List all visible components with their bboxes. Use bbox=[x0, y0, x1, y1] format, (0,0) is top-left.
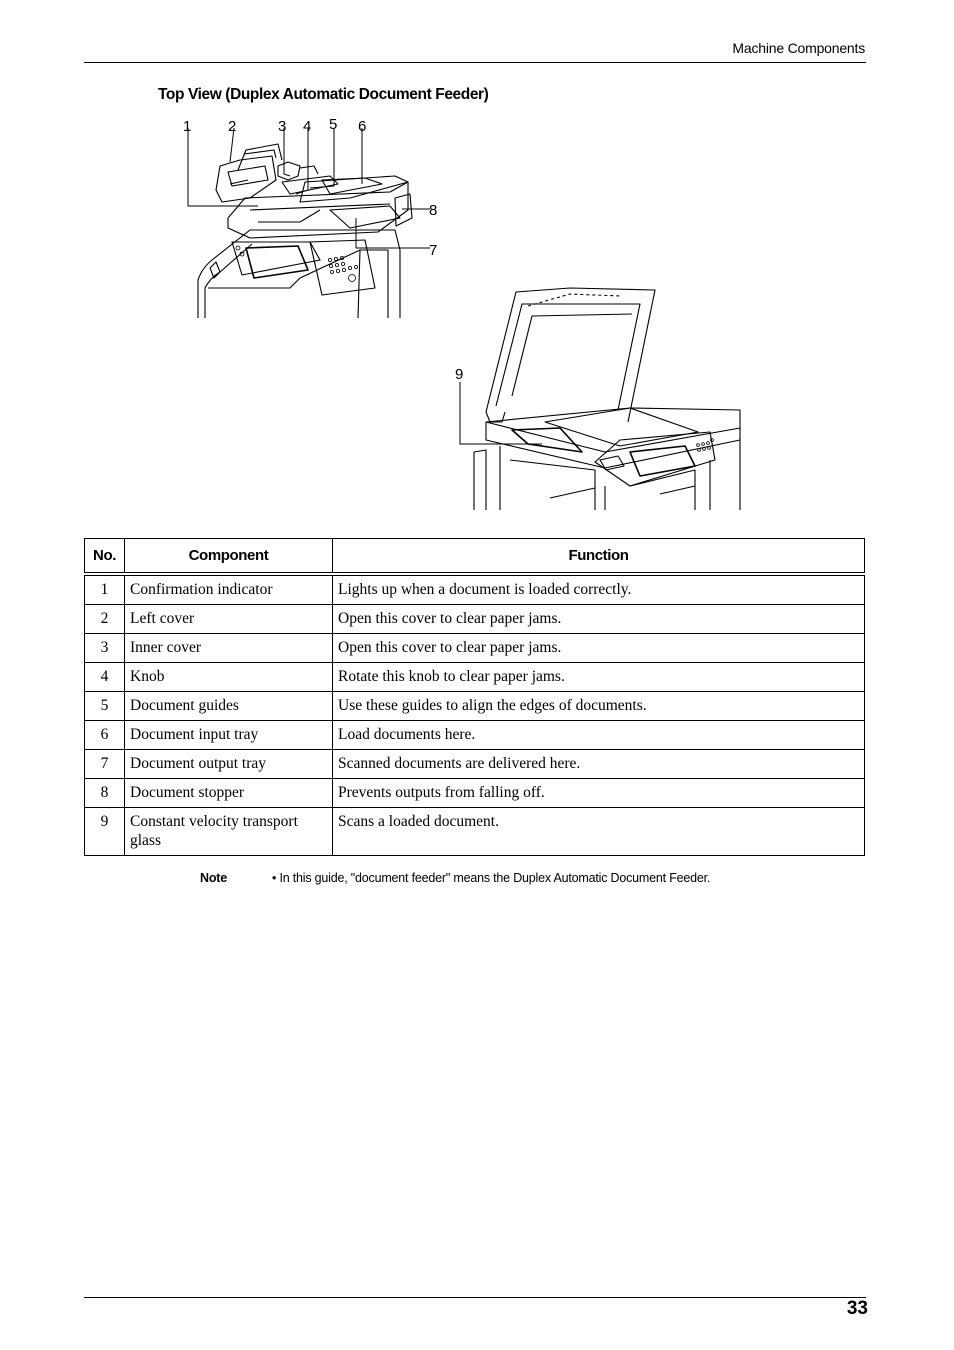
column-header-component: Component bbox=[125, 539, 333, 575]
header-rule bbox=[84, 62, 866, 63]
cell-component: Document guides bbox=[125, 692, 333, 721]
footer-rule bbox=[84, 1297, 866, 1298]
cell-function: Rotate this knob to clear paper jams. bbox=[333, 663, 865, 692]
cell-no: 9 bbox=[85, 808, 125, 856]
table-row bbox=[85, 663, 865, 692]
table-row bbox=[85, 779, 865, 808]
cell-function: Prevents outputs from falling off. bbox=[333, 779, 865, 808]
callout-8: 8 bbox=[429, 202, 438, 219]
cell-function: Open this cover to clear paper jams. bbox=[333, 605, 865, 634]
components-table bbox=[84, 538, 865, 856]
machine-drawing bbox=[150, 110, 770, 520]
table-row bbox=[85, 692, 865, 721]
cell-component: Document stopper bbox=[125, 779, 333, 808]
cell-function: Scanned documents are delivered here. bbox=[333, 750, 865, 779]
cell-component: Constant velocity transport glass bbox=[125, 808, 333, 856]
page-number: 33 bbox=[846, 1298, 868, 1319]
cell-function: Open this cover to clear paper jams. bbox=[333, 634, 865, 663]
column-header-function: Function bbox=[333, 539, 865, 575]
cell-no: 2 bbox=[85, 605, 125, 634]
feeder-drawing bbox=[188, 128, 430, 318]
callout-7: 7 bbox=[429, 242, 438, 259]
cell-component: Document output tray bbox=[125, 750, 333, 779]
callout-6: 6 bbox=[358, 118, 367, 135]
table-row bbox=[85, 574, 865, 605]
column-header-no: No. bbox=[85, 539, 125, 575]
machine-illustration bbox=[150, 110, 770, 520]
cell-component: Confirmation indicator bbox=[125, 574, 333, 605]
cell-function: Use these guides to align the edges of documents. bbox=[333, 692, 865, 721]
cell-no: 6 bbox=[85, 721, 125, 750]
cell-component: Inner cover bbox=[125, 634, 333, 663]
note-text: • In this guide, "document feeder" means the Duplex Automatic Document Feeder. bbox=[272, 871, 711, 885]
cell-no: 3 bbox=[85, 634, 125, 663]
callout-3: 3 bbox=[278, 118, 287, 135]
callout-4: 4 bbox=[303, 118, 312, 135]
callout-2: 2 bbox=[228, 118, 237, 135]
cell-no: 5 bbox=[85, 692, 125, 721]
table-row bbox=[85, 750, 865, 779]
table-row bbox=[85, 808, 865, 856]
cell-function: Load documents here. bbox=[333, 721, 865, 750]
section-title: Top View (Duplex Automatic Document Feeder) bbox=[158, 86, 489, 103]
running-header: Machine Components bbox=[732, 40, 865, 56]
cell-component: Left cover bbox=[125, 605, 333, 634]
cell-no: 4 bbox=[85, 663, 125, 692]
table-row bbox=[85, 634, 865, 663]
cell-no: 7 bbox=[85, 750, 125, 779]
callout-1: 1 bbox=[183, 118, 192, 135]
cell-component: Document input tray bbox=[125, 721, 333, 750]
platen-drawing bbox=[460, 288, 740, 510]
note bbox=[200, 871, 710, 885]
table-row bbox=[85, 721, 865, 750]
note-label: Note bbox=[200, 871, 227, 885]
callout-9: 9 bbox=[455, 366, 464, 383]
cell-no: 8 bbox=[85, 779, 125, 808]
cell-component: Knob bbox=[125, 663, 333, 692]
table-row bbox=[85, 605, 865, 634]
table-header-row bbox=[85, 539, 865, 575]
callout-5: 5 bbox=[329, 116, 338, 133]
cell-no: 1 bbox=[85, 574, 125, 605]
cell-function: Scans a loaded document. bbox=[333, 808, 865, 856]
cell-function: Lights up when a document is loaded correctly. bbox=[333, 574, 865, 605]
